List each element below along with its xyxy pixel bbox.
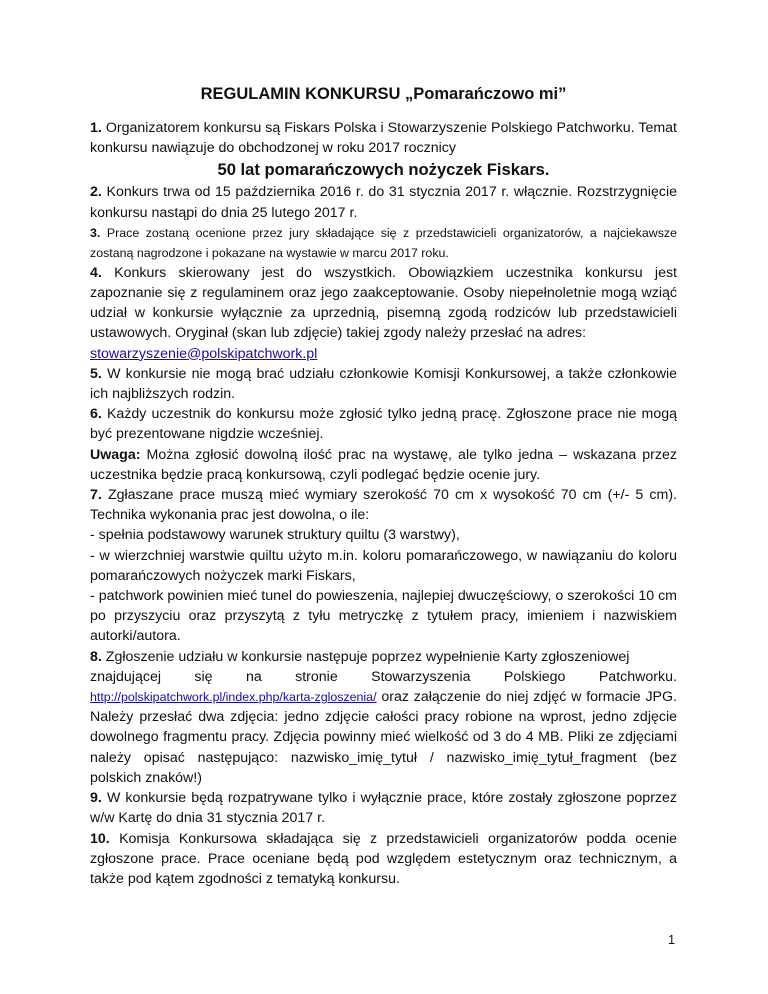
- bullet-item: - patchwork powinien mieć tunel do powieszenia, najlepiej dwuczęściowy, o szerokości 10 cm po przyszyciu oraz przyszytą z tyłu metryczkę z tytułem pracy, imieniem i nazwiskiem autorki/autora.: [90, 588, 677, 645]
- section-text: Konkurs skierowany jest do wszystkich. Obowiązkiem uczestnika konkursu jest zapoznanie się z regulaminem oraz jego zaakceptowanie. Osoby niepełnoletnie mogą wziąć udział w konkursie wyłącznie za uprzednią, pisemną zgodą rodziców lub przedstawicieli ustawowych. Oryginał (skan lub zdjęcie) takiej zgody należy przesłać na adres:: [90, 264, 677, 342]
- section-number: 6.: [90, 406, 102, 423]
- word: stronie: [295, 668, 338, 685]
- page-number: 1: [668, 932, 676, 947]
- section-text: Zgłaszane prace muszą mieć wymiary szerokość 70 cm x wysokość 70 cm (+/- 5 cm). Technika wykonania prac jest dowolna, o ile:: [90, 487, 677, 524]
- note-paragraph: [90, 445, 677, 485]
- section-text: Każdy uczestnik do konkursu może zgłosić tylko jedną pracę. Zgłoszone prace nie mogą być prezentowane nigdzie wcześniej.: [90, 406, 677, 443]
- word: się: [194, 668, 213, 685]
- section-3: [90, 223, 677, 263]
- justified-line: [90, 667, 677, 687]
- section-number: 4.: [90, 264, 102, 281]
- section-8: [90, 647, 677, 788]
- bullet-item: - w wierzchniej warstwie quiltu użyto m.in. koloru pomarańczowego, w nawiązaniu do koloru pomarańczowych nożyczek marki Fiskars,: [90, 547, 677, 584]
- section-9: [90, 788, 677, 828]
- section-4: [90, 263, 677, 364]
- section-number: 3.: [90, 225, 101, 240]
- registration-form-link[interactable]: http://polskipatchwork.pl/index.php/karta-zgloszenia/: [90, 690, 377, 705]
- section-text: Zgłoszenie udziału w konkursie następuje poprzez wypełnienie Karty zgłoszeniowej: [105, 648, 630, 665]
- section-2: [90, 182, 677, 222]
- section-10: [90, 829, 677, 890]
- section-number: 8.: [90, 648, 102, 665]
- note-text: Można zgłosić dowolną ilość prac na wystawę, ale tylko jedna – wskazana przez uczestnika będzie pracą konkursową, czyli podlegać będzie ocenie jury.: [90, 446, 677, 483]
- word: znajdującej: [90, 668, 161, 685]
- section-number: 2.: [90, 184, 102, 201]
- section-text: Organizatorem konkursu są Fiskars Polska i Stowarzyszenie Polskiego Patchworku. Temat konkursu nawiązuje do obchodzonej w roku 2017 rocznicy: [90, 120, 677, 157]
- page-title: REGULAMIN KONKURSU „Pomarańczowo mi”: [200, 85, 567, 103]
- word: na: [245, 668, 262, 685]
- word: Stowarzyszenia: [371, 668, 471, 685]
- note-label: Uwaga:: [90, 446, 141, 463]
- section-number: 9.: [90, 790, 102, 807]
- section-text: oraz załączenie do niej zdjęć w formacie JPG. Należy przesłać dwa zdjęcia: jedno zdjęcie całości pracy robione na wprost, jedno zdjęcie dowolnego fragmentu pracy. Zdjęcia powinny mieć wielkość od 3 do 4 MB. Pliki ze zdjęciami należy opisać następująco: nazwisko_imię_tytuł / nazwisko_imię_tytuł_fragment (bez polskich znaków!): [90, 689, 677, 786]
- section-text: W konkursie nie mogą brać udziału członkowie Komisji Konkursowej, a także członkowie ich najbliższych rodzin.: [90, 365, 677, 403]
- section-number: 5.: [90, 365, 102, 382]
- section-text: Prace zostaną ocenione przez jury składające się z przedstawicieli organizatorów, a najciekawsze zostaną nagrodzone i pokazane na wystawie w marcu 2017 roku.: [90, 225, 677, 260]
- section-6: [90, 404, 677, 444]
- section-5: [90, 364, 677, 404]
- document-body: [90, 85, 677, 889]
- section-number: 10.: [90, 830, 110, 847]
- word: Polskiego: [503, 668, 566, 685]
- contest-subtitle: 50 lat pomarańczowych nożyczek Fiskars.: [217, 160, 550, 180]
- bullet-item: - spełnia podstawowy warunek struktury quiltu (3 warstwy),: [90, 527, 460, 544]
- email-link[interactable]: stowarzyszenie@polskipatchwork.pl: [90, 345, 318, 362]
- section-text: Komisja Konkursowa składająca się z przedstawicieli organizatorów podda ocenie zgłoszone prace. Prace oceniane będą pod względem estetycznym oraz technicznym, a także pod kątem zgodności z tematyką konkursu.: [90, 830, 677, 887]
- section-1: [90, 118, 677, 158]
- section-7: [90, 485, 677, 525]
- word: Patchworku.: [598, 668, 677, 685]
- section-number: 7.: [90, 487, 102, 504]
- section-number: 1.: [90, 120, 102, 136]
- section-text: W konkursie będą rozpatrywane tylko i wyłącznie prace, które zostały zgłoszone poprzez w/w Kartę do dnia 31 stycznia 2017 r.: [90, 790, 677, 827]
- section-text: Konkurs trwa od 15 października 2016 r. do 31 stycznia 2017 r. włącznie. Rozstrzygnięcie konkursu nastąpi do dnia 25 lutego 2017 r.: [90, 184, 677, 221]
